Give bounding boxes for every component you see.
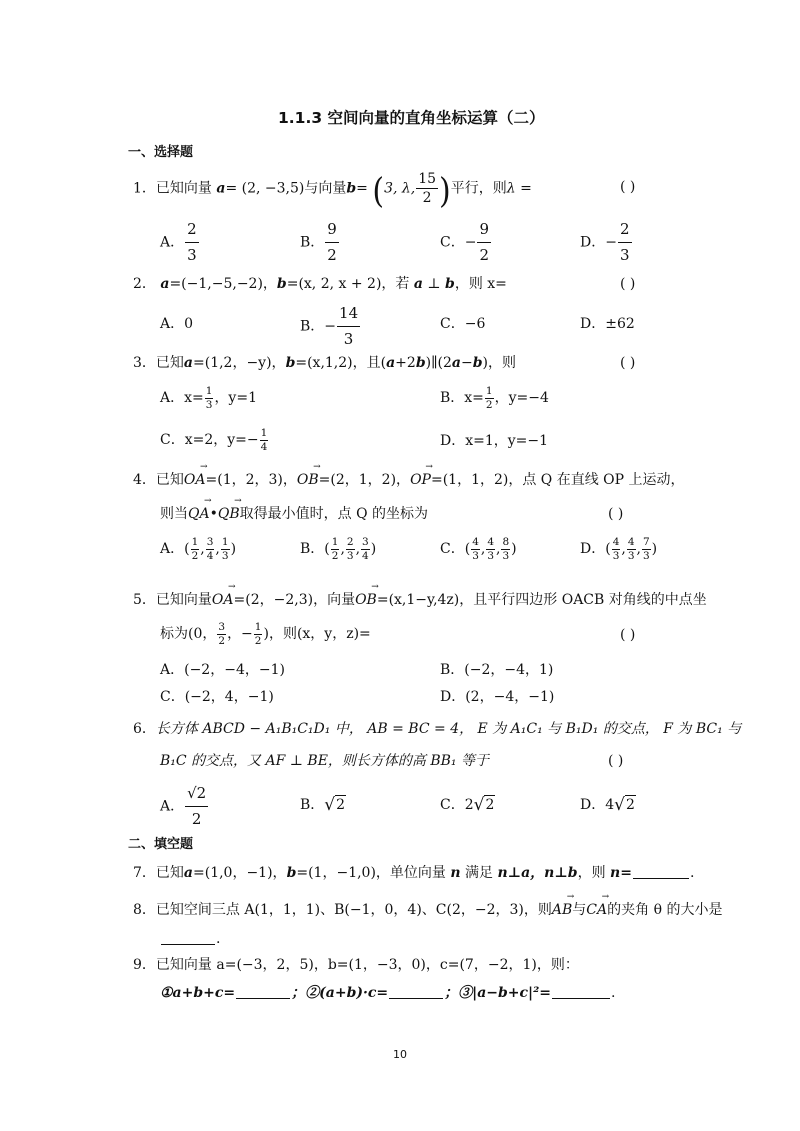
q4-option-d: D．( $\frac{4}{3}$ , $\frac{4}{3}$ , $\frac{7}{3}$ )	[580, 536, 658, 562]
q6-option-c: C．2√2	[440, 795, 495, 815]
q2-number: 2．	[133, 276, 156, 292]
q2-option-d: D．±62	[580, 316, 635, 332]
q3-option-c: C．x=2，y=− $\frac{1}{4}$	[160, 427, 268, 453]
q1-answer-paren: ( )	[620, 179, 636, 195]
q1-b-fraction: $\frac{15}{2}$	[418, 171, 437, 206]
question-3: 3．已知a=(1,2，−y)，b=(x,1,2)，且(a+2b)∥(2a−b)，则	[133, 355, 516, 371]
vector-OA: OA →	[183, 462, 208, 488]
question-8: 8．已知空间三点 A(1，1，1)、B(−1，0，4)、C(2，−2，3)，则AB → 与CA → 的夹角 θ 的大小是	[133, 892, 723, 918]
q2-a-expr: =(−1,−5,−2)，	[169, 276, 277, 292]
q9-blank-3[interactable]	[552, 997, 610, 999]
section-heading-fill: 二、填空题	[128, 837, 194, 852]
question-2: 2． a=(−1,−5,−2)，b=(x, 2, x + 2)，若 a ⊥ b，则 x=	[133, 276, 507, 292]
q2-end: ，则 x=	[454, 276, 507, 292]
question-4-line-1: 4．已知OA → =(1，2，3)，OB → =(2，1，2)，OP → =(1，1，2)，点 Q 在直线 OP 上运动，	[133, 462, 685, 488]
q1-number: 1．	[133, 180, 156, 197]
question-7: 7．已知a=(1,0，−1)，b=(1，−1,0)，单位向量 n 满足 n⊥a，n⊥b，则 n= .	[133, 865, 695, 881]
q3-option-a: A．x= $\frac{1}{3}$ ，y=1	[160, 385, 257, 411]
q1-b-lead: =	[356, 180, 373, 197]
vector-OB: OB →	[296, 462, 321, 488]
q3-option-b: B．x= $\frac{1}{2}$ ，y=−4	[440, 385, 549, 411]
question-6-line-2: B₁C 的交点，又 AF ⊥ BE，则长方体的高 BB₁ 等于	[160, 753, 489, 769]
q2-cond: 若	[395, 276, 410, 292]
q2-b-expr: =(x, 2, x + 2)，	[286, 276, 396, 292]
q5-answer-paren: ( )	[620, 627, 636, 643]
section-heading-choice: 一、选择题	[128, 145, 194, 160]
q1-text-c: 平行，则	[450, 180, 507, 197]
q2-option-a: A．0	[160, 316, 194, 332]
q1-option-d: D．− $\frac{2}{3}$	[580, 220, 630, 264]
q4-option-b: B．( $\frac{1}{2}$ , $\frac{2}{3}$ , $\frac{3}{4}$ )	[300, 536, 377, 562]
q2-option-b: B．− $\frac{14}{3}$	[300, 304, 359, 348]
q4-option-a: A．( $\frac{1}{2}$ , $\frac{3}{4}$ , $\frac{1}{3}$ )	[160, 536, 237, 562]
q3-option-d: D．x=1，y=−1	[440, 433, 549, 449]
q4-option-c: C．( $\frac{4}{3}$ , $\frac{4}{3}$ , $\frac{8}{3}$ )	[440, 536, 517, 562]
question-9-line-2: ①a+b+c= ；②(a+b)·c= ；③|a−b+c|²= .	[160, 985, 616, 1001]
vector-OP: OP →	[410, 462, 433, 488]
q2-answer-paren: ( )	[620, 276, 636, 292]
q1-text-a: 已知向量	[155, 180, 212, 197]
question-6-line-1: 6．长方体 ABCD − A₁B₁C₁D₁ 中， AB = BC = 4， E 为 A₁C₁ 与 B₁D₁ 的交点， F 为 BC₁ 与	[133, 721, 742, 737]
q6-option-a: A． $\frac{√2}{2}$	[160, 784, 207, 828]
q8-answer-line: .	[160, 932, 220, 946]
q1-text-b: 与向量	[304, 180, 347, 197]
q1-option-a: A． $\frac{2}{3}$	[160, 220, 197, 264]
question-4-line-2: 则当QA → •QB → 取得最小值时，点 Q 的坐标为	[160, 496, 429, 522]
page-title: 1.1.3 空间向量的直角坐标运算（二）	[278, 109, 545, 127]
q4-answer-paren: ( )	[608, 506, 624, 522]
q5-option-c: C．(−2，4，−1)	[160, 689, 274, 705]
q9-blank-1[interactable]	[236, 997, 290, 999]
q1-vector-a: a	[216, 180, 226, 197]
q1-vector-b: b	[346, 180, 357, 197]
q1-option-c: C．− $\frac{9}{2}$	[440, 220, 489, 264]
q6-answer-paren: ( )	[608, 753, 624, 769]
page-number: 10	[393, 1048, 407, 1061]
q1-option-b: B． $\frac{9}{2}$	[300, 220, 337, 264]
q5-option-a: A．(−2，−4，−1)	[160, 662, 285, 678]
q6-option-b: B．√2	[300, 795, 346, 815]
q6-option-d: D．4√2	[580, 795, 635, 815]
q3-answer-paren: ( )	[620, 355, 636, 371]
q1-a-expr: = (2, −3,5)	[225, 180, 305, 197]
q5-option-d: D．(2，−4，−1)	[440, 689, 555, 705]
q8-answer-blank[interactable]	[161, 943, 215, 945]
q1-lambda: λ =	[506, 180, 532, 197]
question-1: 1．已知向量 a= (2, −3,5)与向量b= (3, λ, $\frac{15}{2}$ )平行，则λ =	[133, 170, 532, 212]
question-5-line-1: 5．已知向量OA → =(2，−2,3)，向量OB → =(x,1−y,4z)，且平行四边形 OACB 对角线的中点坐	[133, 582, 707, 608]
question-9-line-1: 9．已知向量 a=(−3，2，5)，b=(1，−3，0)，c=(7，−2，1)，则：	[133, 957, 579, 973]
question-5-line-2: 标为(0， $\frac{3}{2}$ ，− $\frac{1}{2}$ )，则(x，y，z)=	[160, 621, 371, 647]
q9-blank-2[interactable]	[389, 997, 443, 999]
q1-b-inner: 3, λ,	[384, 180, 416, 197]
q2-option-c: C．−6	[440, 316, 486, 332]
q5-option-b: B．(−2，−4，1)	[440, 662, 554, 678]
q7-answer-blank[interactable]	[633, 877, 689, 879]
